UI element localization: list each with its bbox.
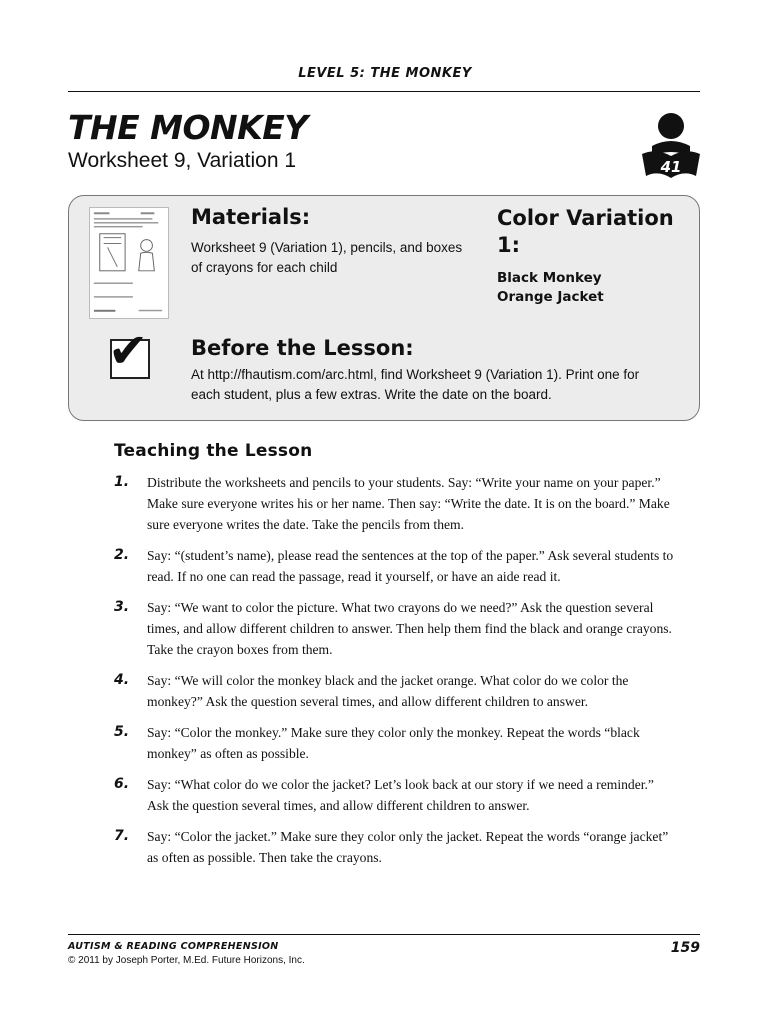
- step-text: Say: “(student’s name), please read the sentences at the top of the paper.” Ask several students to read. If no one can read the passage, read it yourself, or have an aide read it.: [147, 548, 674, 584]
- list-item: [114, 472, 674, 535]
- page-title: THE MONKEY: [68, 108, 308, 147]
- materials-text: Worksheet 9 (Variation 1), pencils, and boxes of crayons for each child: [191, 240, 463, 275]
- footer-copyright: © 2011 by Joseph Porter, M.Ed. Future Horizons, Inc.: [68, 955, 305, 966]
- footer-series-title: AUTISM & READING COMPREHENSION: [68, 941, 279, 952]
- list-item: [114, 545, 674, 587]
- step-text: Say: “Color the jacket.” Make sure they color only the jacket. Repeat the words “orange jacket” as often as possible. Then take the crayons.: [147, 829, 669, 865]
- step-number: 1.: [114, 474, 130, 490]
- color-variation-heading: Color Variation 1:: [497, 206, 674, 257]
- list-item: [114, 722, 674, 764]
- teaching-heading: Teaching the Lesson: [114, 441, 313, 461]
- step-number: 3.: [114, 599, 130, 615]
- checkmark-icon: ✔: [108, 323, 149, 379]
- step-number: 6.: [114, 776, 130, 792]
- color-list: [497, 269, 604, 307]
- footer-rule: [68, 934, 700, 935]
- list-item: [114, 670, 674, 712]
- list-item: [114, 774, 674, 816]
- color-item: Orange Jacket: [497, 289, 604, 305]
- before-lesson-text: At http://fhautism.com/arc.html, find Worksheet 9 (Variation 1). Print one for each student, plus a few extras. Write the date on the board.: [191, 367, 640, 402]
- running-head: LEVEL 5: THE MONKEY: [298, 66, 472, 81]
- step-number: 7.: [114, 828, 130, 844]
- before-lesson-heading: Before the Lesson:: [191, 336, 414, 360]
- header-rule: [68, 91, 700, 92]
- badge-number: 41: [660, 158, 682, 176]
- step-number: 2.: [114, 547, 130, 563]
- step-text: Say: “We want to color the picture. What two crayons do we need?” Ask the question several times, and allow different children to answer. Then help them find the black and orange crayons. Take the crayon boxes from them.: [147, 600, 672, 657]
- step-number: 4.: [114, 672, 130, 688]
- list-item: [114, 826, 674, 868]
- reader-book-icon: [640, 112, 702, 182]
- step-text: Say: “Color the monkey.” Make sure they color only the monkey. Repeat the words “black monkey” as often as possible.: [147, 725, 640, 761]
- page-subtitle: Worksheet 9, Variation 1: [68, 149, 297, 172]
- step-number: 5.: [114, 724, 130, 740]
- page-number: 159: [670, 940, 700, 956]
- step-text: Say: “We will color the monkey black and the jacket orange. What color do we color the monkey?” Ask the question several times, and allow different children to answer.: [147, 673, 629, 709]
- color-item: Black Monkey: [497, 270, 602, 286]
- list-item: [114, 597, 674, 660]
- worksheet-thumbnail: [89, 207, 169, 319]
- step-text: Say: “What color do we color the jacket? Let’s look back at our story if we need a reminder.” Ask the question several times, and allow different children to answer.: [147, 777, 654, 813]
- materials-heading: Materials:: [191, 205, 311, 229]
- lesson-steps: [114, 472, 674, 878]
- step-text: Distribute the worksheets and pencils to your students. Say: “Write your name on your paper.” Make sure everyone writes his or her name. Then say: “Write the date. It is on the board.” Make sure everyone writes the date. Take the pencils from them.: [147, 475, 670, 532]
